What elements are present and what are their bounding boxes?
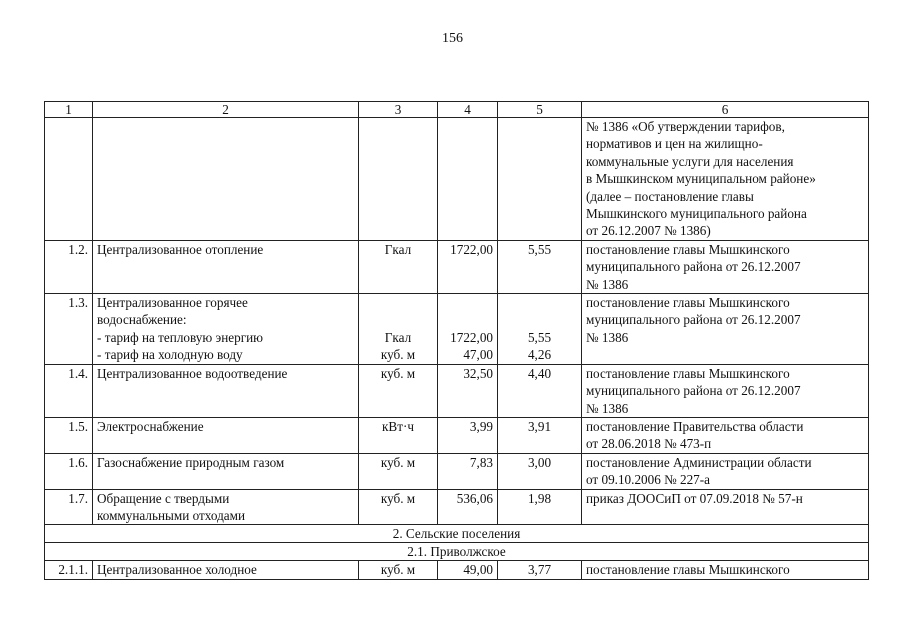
cell-num <box>45 118 93 241</box>
row-basis-line: приказ ДООСиП от 07.09.2018 № 57-н <box>586 490 803 506</box>
row-value4-line: 7,83 <box>469 454 493 470</box>
row-value4 <box>438 364 498 417</box>
row-name-line: водоснабжение: <box>97 312 187 328</box>
row-name <box>93 453 359 489</box>
row-unit <box>359 240 438 293</box>
row-name <box>93 417 359 453</box>
row-value4-line: 32,50 <box>463 365 493 381</box>
row-value5 <box>498 489 582 525</box>
row-basis-line: от 28.06.2018 № 473-п <box>586 436 712 452</box>
row-value4-line: 47,00 <box>463 347 493 363</box>
row-name-line: - тариф на тепловую энергию <box>97 329 264 345</box>
row-name-line: Централизованное водоотведение <box>97 365 288 381</box>
row-name <box>93 489 359 525</box>
row-unit <box>359 364 438 417</box>
row-unit <box>359 294 438 365</box>
row-name-line: Централизованное горячее <box>97 295 248 311</box>
row-unit-line: кВт·ч <box>382 418 414 434</box>
row-number: 1.3. <box>45 294 93 365</box>
row-value4-line <box>442 311 493 328</box>
table-row <box>45 294 869 365</box>
row-name <box>93 364 359 417</box>
row-basis-line: от 09.10.2006 № 227-а <box>586 472 711 488</box>
row-basis-line: муниципального района от 26.12.2007 <box>586 312 801 328</box>
row-name <box>93 294 359 365</box>
row-unit: куб. м <box>359 561 438 579</box>
row-value5 <box>498 240 582 293</box>
row-name-line: Газоснабжение природным газом <box>97 454 285 470</box>
row-value4-line <box>442 294 493 311</box>
continuation-row <box>45 118 869 241</box>
row-unit <box>359 417 438 453</box>
row-basis-line: № 1386 <box>586 400 629 416</box>
row-name-line: Обращение с твердыми <box>97 490 230 506</box>
header-col-5: 5 <box>498 102 582 118</box>
row-basis <box>582 294 869 365</box>
row-basis-line: постановление Администрации области <box>586 454 812 470</box>
tariff-table <box>44 101 869 580</box>
table-row <box>45 453 869 489</box>
row-unit-line <box>363 294 433 311</box>
row-value5-line: 4,26 <box>527 347 552 363</box>
row-basis <box>582 240 869 293</box>
row-unit-line: Гкал <box>384 329 412 345</box>
continuation-line: № 1386 «Об утверждении тарифов, <box>586 119 785 134</box>
continuation-line: Мышкинского муниципального района <box>586 206 807 222</box>
row-number: 1.5. <box>45 417 93 453</box>
row-value4-line: 3,99 <box>469 418 493 434</box>
table-row <box>45 364 869 417</box>
page-number: 156 <box>442 31 463 46</box>
row-name-line: Централизованное отопление <box>97 241 264 257</box>
row-basis-line: постановление Правительства области <box>586 418 804 434</box>
continuation-line: нормативов и цен на жилищно- <box>586 136 763 152</box>
continuation-line: в Мышкинском муниципальном районе» <box>586 171 816 187</box>
row-name-line: Электроснабжение <box>97 418 204 434</box>
row-basis <box>582 453 869 489</box>
row-unit-line <box>363 311 433 328</box>
row-unit-line: куб. м <box>380 490 416 506</box>
row-value5: 3,77 <box>498 561 582 579</box>
row-value5 <box>498 453 582 489</box>
row-value5-line: 1,98 <box>527 490 552 506</box>
row-value4 <box>438 240 498 293</box>
row-unit <box>359 453 438 489</box>
cell-basis <box>582 118 869 241</box>
row-basis-line: № 1386 <box>586 329 629 345</box>
section-heading: 2. Сельские поселения <box>45 525 869 543</box>
row-value5-line: 3,00 <box>527 454 552 470</box>
table-header-row <box>45 102 869 118</box>
row-unit-line: куб. м <box>380 347 416 363</box>
header-col-3: 3 <box>359 102 438 118</box>
row-value4-line: 1722,00 <box>450 329 493 345</box>
cell-value5 <box>498 118 582 241</box>
table-row <box>45 489 869 525</box>
row-name-line: коммунальными отходами <box>97 507 246 523</box>
row-name: Централизованное холодное <box>93 561 359 579</box>
row-value5 <box>498 417 582 453</box>
row-unit <box>359 489 438 525</box>
subsection-heading-row <box>45 543 869 561</box>
row-unit-line: куб. м <box>380 365 416 381</box>
row-value5 <box>498 294 582 365</box>
row-unit-line: Гкал <box>384 241 412 257</box>
subsection-heading: 2.1. Приволжское <box>45 543 869 561</box>
continuation-line: (далее – постановление главы <box>586 188 754 204</box>
row-basis-line: постановление главы Мышкинского <box>586 365 790 381</box>
continuation-line: коммунальные услуги для населения <box>586 153 794 169</box>
row-value4 <box>438 489 498 525</box>
row-basis-line: постановление главы Мышкинского <box>586 295 790 311</box>
table-row <box>45 417 869 453</box>
continuation-line: от 26.12.2007 № 1386) <box>586 223 711 239</box>
row-value5-line: 5,55 <box>527 241 552 257</box>
header-col-6: 6 <box>582 102 869 118</box>
row-value4-line: 536,06 <box>456 490 493 506</box>
row-basis <box>582 364 869 417</box>
row-number: 1.7. <box>45 489 93 525</box>
row-basis <box>582 417 869 453</box>
row-basis-line: постановление главы Мышкинского <box>586 241 790 257</box>
row-value4-line: 1722,00 <box>450 241 493 257</box>
row-basis-line: № 1386 <box>586 276 629 292</box>
row-value5-line <box>502 311 577 328</box>
row-value5-line: 3,91 <box>527 418 552 434</box>
row-value4 <box>438 453 498 489</box>
row-value5 <box>498 364 582 417</box>
row-value5-line: 4,40 <box>527 365 552 381</box>
row-name-line: - тариф на холодную воду <box>97 347 243 363</box>
row-value4: 49,00 <box>438 561 498 579</box>
row-number: 1.6. <box>45 453 93 489</box>
row-unit-line: куб. м <box>380 454 416 470</box>
row-value5-line: 5,55 <box>527 329 552 345</box>
header-col-4: 4 <box>438 102 498 118</box>
row-value5-line <box>502 294 577 311</box>
header-col-2: 2 <box>93 102 359 118</box>
section-heading-row <box>45 525 869 543</box>
row-number: 1.2. <box>45 240 93 293</box>
row-name <box>93 240 359 293</box>
row-basis <box>582 489 869 525</box>
cell-value4 <box>438 118 498 241</box>
row-basis: постановление главы Мышкинского <box>582 561 869 579</box>
row-number: 1.4. <box>45 364 93 417</box>
row-value4 <box>438 294 498 365</box>
cell-name <box>93 118 359 241</box>
row-value4 <box>438 417 498 453</box>
header-col-1: 1 <box>45 102 93 118</box>
table-row <box>45 561 869 579</box>
cell-unit <box>359 118 438 241</box>
row-number: 2.1.1. <box>45 561 93 579</box>
row-basis-line: муниципального района от 26.12.2007 <box>586 259 801 275</box>
row-basis-line: муниципального района от 26.12.2007 <box>586 383 801 399</box>
table-row <box>45 240 869 293</box>
